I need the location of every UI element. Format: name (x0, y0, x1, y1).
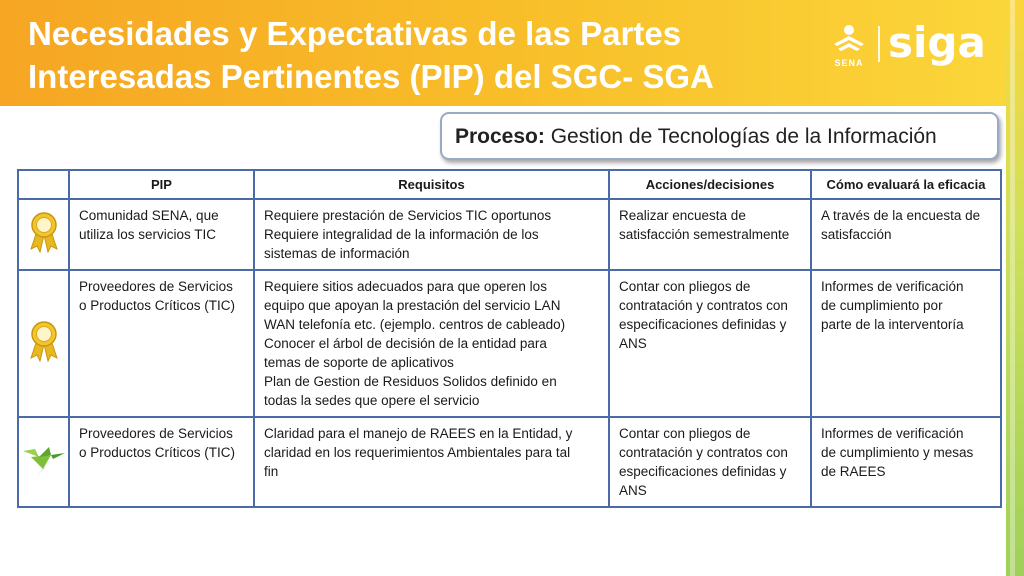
row-pip: Proveedores de Servicios o Productos Críticos (TIC) (69, 270, 254, 417)
title-banner (0, 0, 1006, 106)
row-requisitos: Requiere sitios adecuados para que operen los equipo que apoyan la prestación del servicio LAN WAN telefonía etc. (ejemplo. centros de cableado) Conocer el árbol de decisión de la entidad para temas de soporte de aplicativos Plan de Gestion de Residuos Solidos definido en todas la sedes que opere el servicio (254, 270, 609, 417)
row-acciones: Realizar encuesta de satisfacción semestralmente (609, 199, 811, 270)
hummingbird-icon (21, 465, 67, 480)
table-row (18, 417, 1001, 507)
header-acciones: Acciones/decisiones (609, 170, 811, 199)
sena-logo-text: SENA (834, 58, 864, 68)
row-acciones: Contar con pliegos de contratación y contratos con especificaciones definidas y ANS (609, 417, 811, 507)
award-ribbon-icon (27, 241, 61, 256)
sena-logo-icon (826, 24, 872, 68)
logos (822, 18, 992, 74)
slide-title (28, 12, 788, 98)
row-icon-cell (18, 417, 69, 507)
siga-logo-text: siga (888, 18, 986, 67)
right-accent-strip (1006, 0, 1024, 576)
table-row (18, 270, 1001, 417)
table-row (18, 199, 1001, 270)
slide-title-line-1: Necesidades y Expectativas de las Partes (28, 15, 682, 52)
table-header-row (18, 170, 1001, 199)
logo-divider (878, 26, 880, 62)
row-pip: Proveedores de Servicios o Productos Críticos (TIC) (69, 417, 254, 507)
header-requisitos: Requisitos (254, 170, 609, 199)
slide-title-line-2: Interesadas Pertinentes (PIP) del SGC- SGA (28, 58, 714, 95)
row-eficacia: Informes de verificación de cumplimiento y mesas de RAEES (811, 417, 1001, 507)
row-pip: Comunidad SENA, que utiliza los servicios TIC (69, 199, 254, 270)
header-eficacia: Cómo evaluará la eficacia (811, 170, 1001, 199)
process-label: Proceso: (455, 125, 545, 148)
process-box (440, 112, 999, 160)
row-acciones: Contar con pliegos de contratación y contratos con especificaciones definidas y ANS (609, 270, 811, 417)
header-icon (18, 170, 69, 199)
row-icon-cell (18, 199, 69, 270)
header-pip: PIP (69, 170, 254, 199)
row-icon-cell (18, 270, 69, 417)
pip-table (17, 169, 1002, 508)
row-eficacia: Informes de verificación de cumplimiento por parte de la interventoría (811, 270, 1001, 417)
process-value: Gestion de Tecnologías de la Información (544, 125, 937, 148)
row-eficacia: A través de la encuesta de satisfacción (811, 199, 1001, 270)
row-requisitos: Requiere prestación de Servicios TIC oportunos Requiere integralidad de la información de los sistemas de información (254, 199, 609, 270)
row-requisitos: Claridad para el manejo de RAEES en la Entidad, y claridad en los requerimientos Ambientales para tal fin (254, 417, 609, 507)
award-ribbon-icon (27, 350, 61, 365)
